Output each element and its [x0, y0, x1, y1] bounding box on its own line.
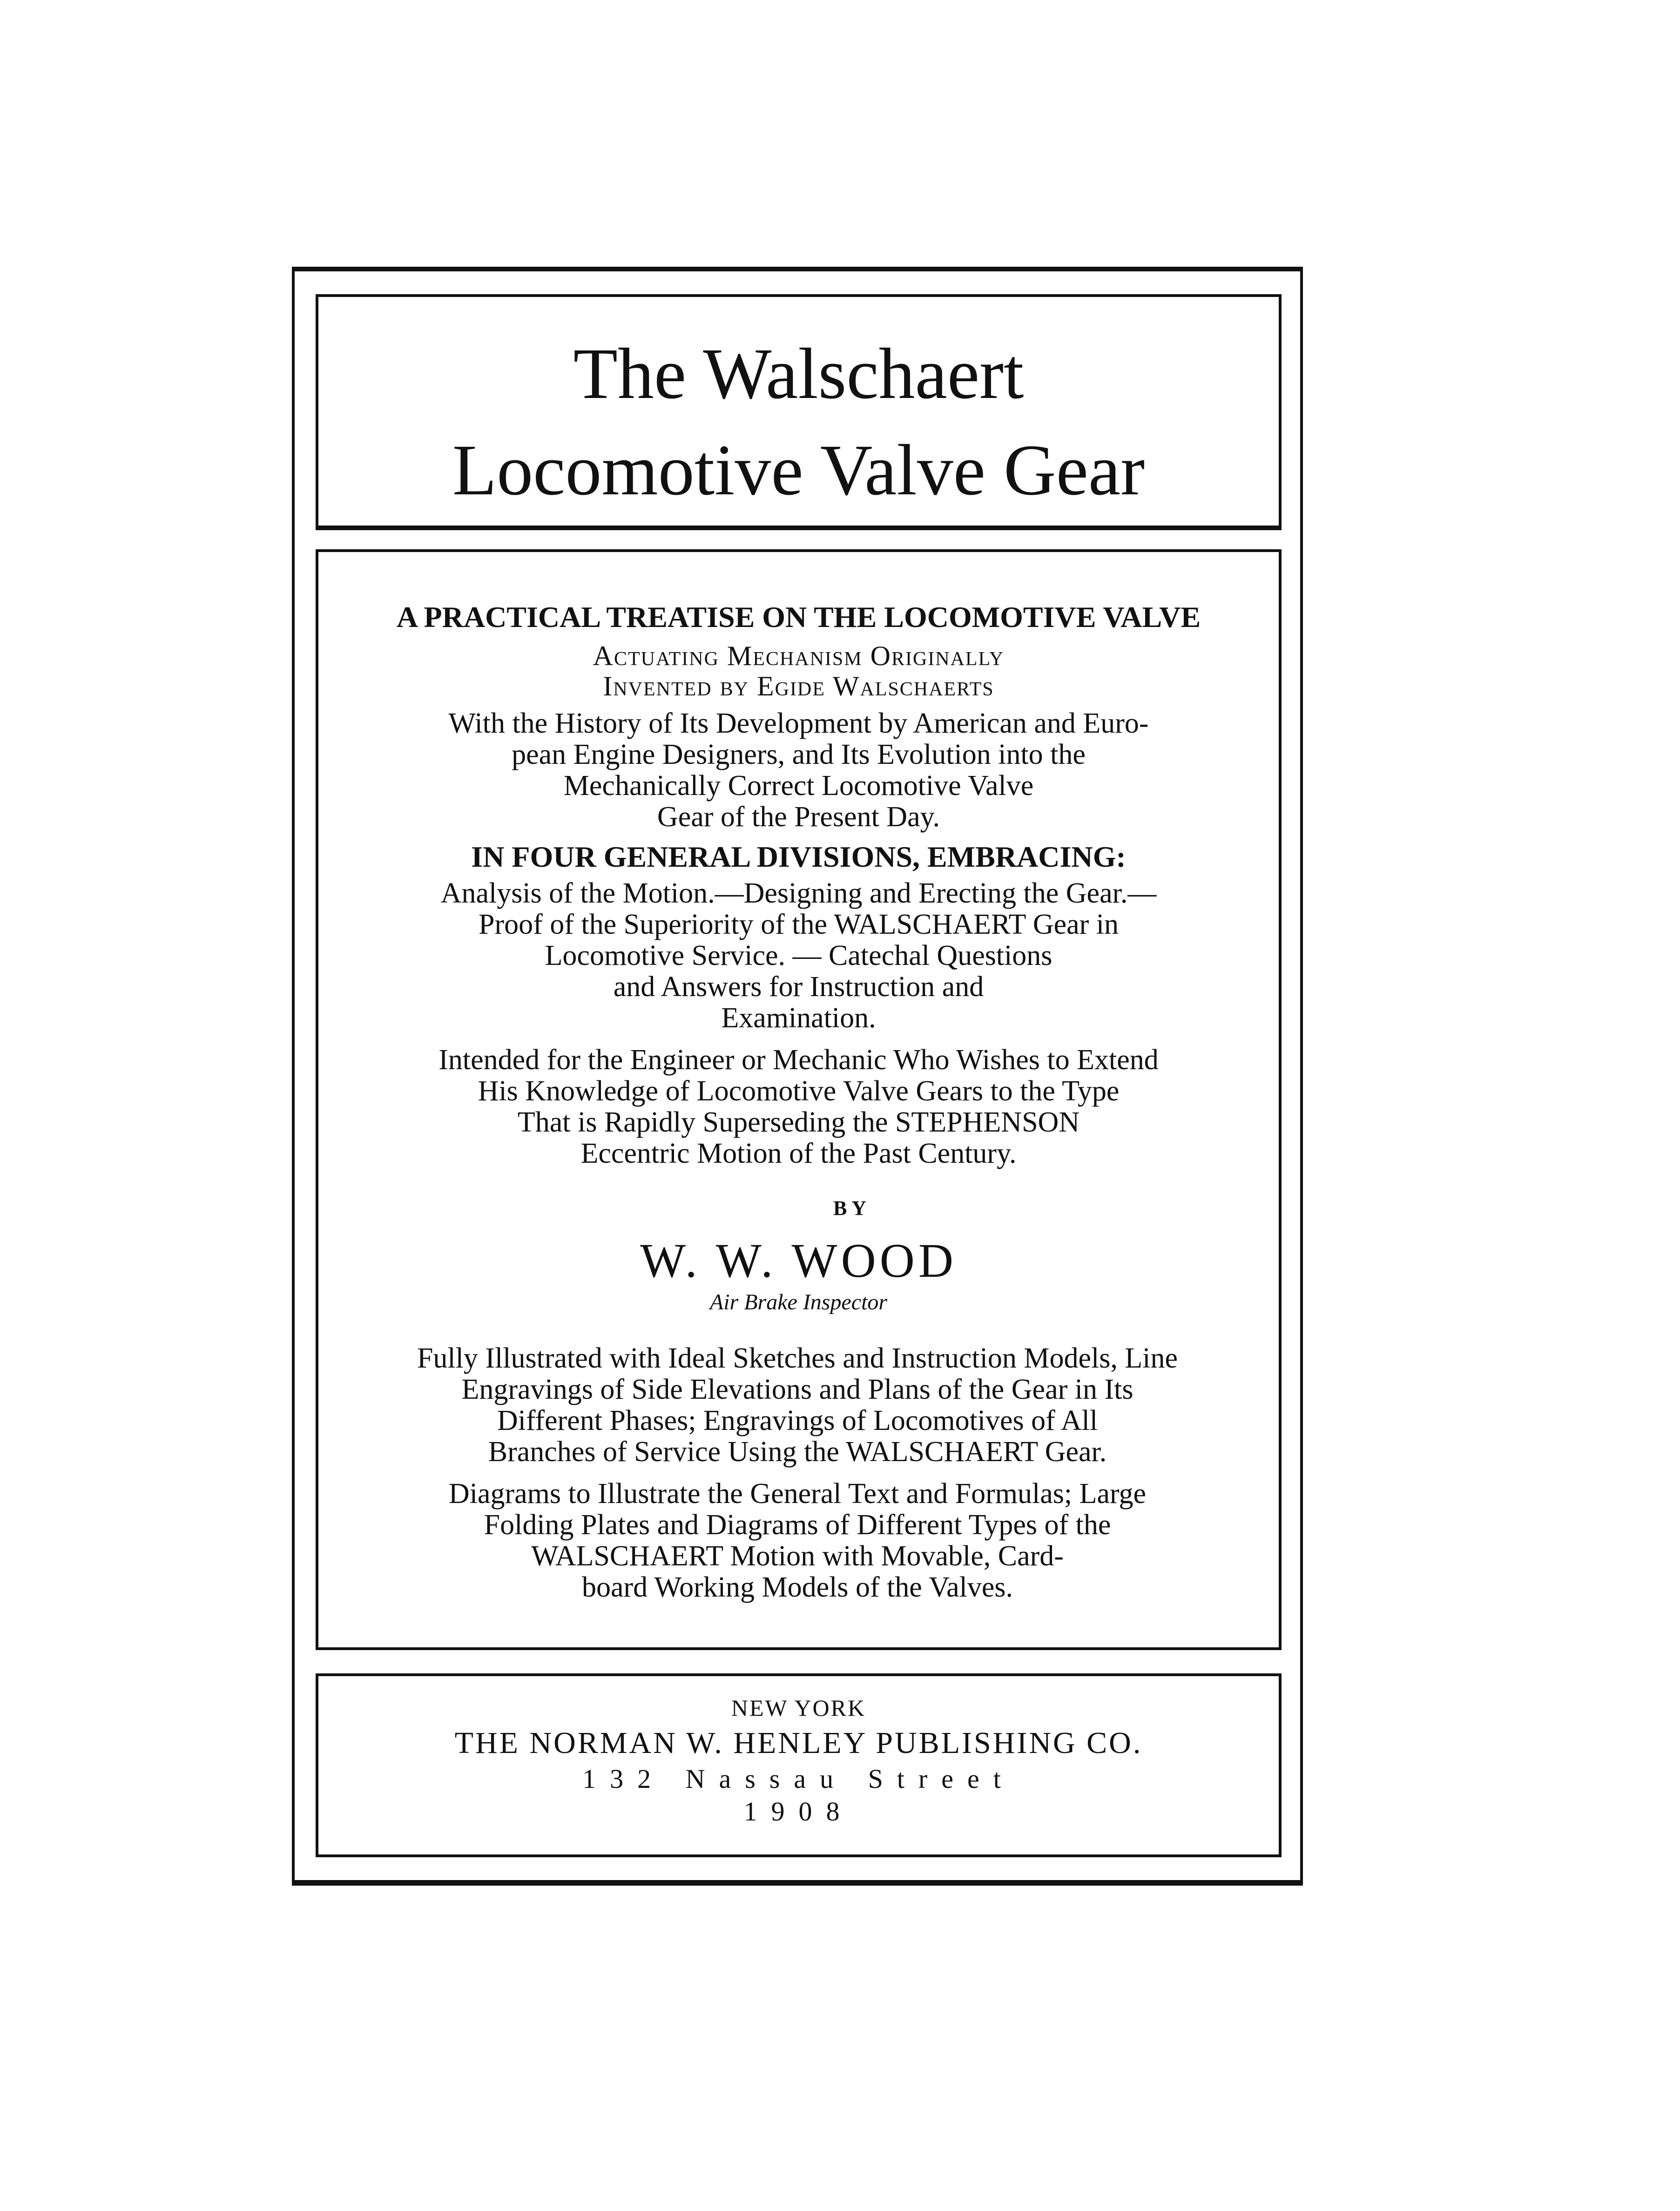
divisions-line: Locomotive Service. — Catechal Questions — [545, 940, 1053, 971]
history-line: Gear of the Present Day. — [657, 801, 940, 833]
history-line: Mechanically Correct Locomotive Valve — [563, 770, 1034, 802]
author-by: BY — [833, 1197, 871, 1220]
publisher-city: NEW YORK — [731, 1695, 866, 1721]
diagrams-line: Folding Plates and Diagrams of Different Types of the — [484, 1509, 1111, 1541]
publisher-address: 132 Nassau Street — [582, 1764, 1015, 1794]
intended-line: His Knowledge of Locomotive Valve Gears to the Type — [478, 1075, 1120, 1107]
divisions-line: and Answers for Instruction and — [613, 971, 984, 1003]
author-role: Air Brake Inspector — [709, 1290, 888, 1314]
divisions-line: Examination. — [721, 1002, 876, 1034]
subtitle-line-2: Invented by Egide Walschaerts — [603, 671, 994, 701]
subtitle-heading: A PRACTICAL TREATISE ON THE LOCOMOTIVE VALVE — [396, 600, 1201, 634]
history-line: pean Engine Designers, and Its Evolution into the — [512, 739, 1086, 770]
title-line-2: Locomotive Valve Gear — [452, 430, 1145, 510]
diagrams-line: Diagrams to Illustrate the General Text and Formulas; Large — [448, 1478, 1147, 1510]
history-line: With the History of Its Development by American and Euro- — [448, 708, 1149, 739]
divisions-heading: IN FOUR GENERAL DIVISIONS, EMBRACING: — [471, 840, 1126, 873]
divisions-line: Proof of the Superiority of the WALSCHAERT Gear in — [478, 909, 1119, 940]
diagrams-line: WALSCHAERT Motion with Movable, Card- — [531, 1540, 1064, 1572]
title-box — [316, 294, 1282, 530]
divisions-line: Analysis of the Motion.—Designing and Erecting the Gear.— — [440, 877, 1157, 909]
publisher-year: 1908 — [743, 1796, 854, 1827]
illustrated-line: Branches of Service Using the WALSCHAERT Gear. — [488, 1436, 1107, 1468]
intended-line: Eccentric Motion of the Past Century. — [580, 1138, 1017, 1169]
intended-line: That is Rapidly Superseding the STEPHENSON — [517, 1106, 1080, 1138]
title-line-1: The Walschaert — [573, 333, 1024, 414]
author-name: W. W. WOOD — [640, 1234, 957, 1288]
subtitle-line-1: Actuating Mechanism Originally — [593, 640, 1005, 671]
diagrams-line: board Working Models of the Valves. — [581, 1571, 1013, 1603]
publisher-name: THE NORMAN W. HENLEY PUBLISHING CO. — [454, 1726, 1143, 1760]
illustrated-line: Fully Illustrated with Ideal Sketches and Instruction Models, Line — [417, 1342, 1178, 1374]
intended-line: Intended for the Engineer or Mechanic Who Wishes to Extend — [439, 1044, 1159, 1076]
publisher-box — [316, 1673, 1282, 1857]
illustrated-line: Different Phases; Engravings of Locomotives of All — [497, 1405, 1098, 1436]
illustrated-line: Engravings of Side Elevations and Plans of the Gear in Its — [461, 1374, 1133, 1405]
